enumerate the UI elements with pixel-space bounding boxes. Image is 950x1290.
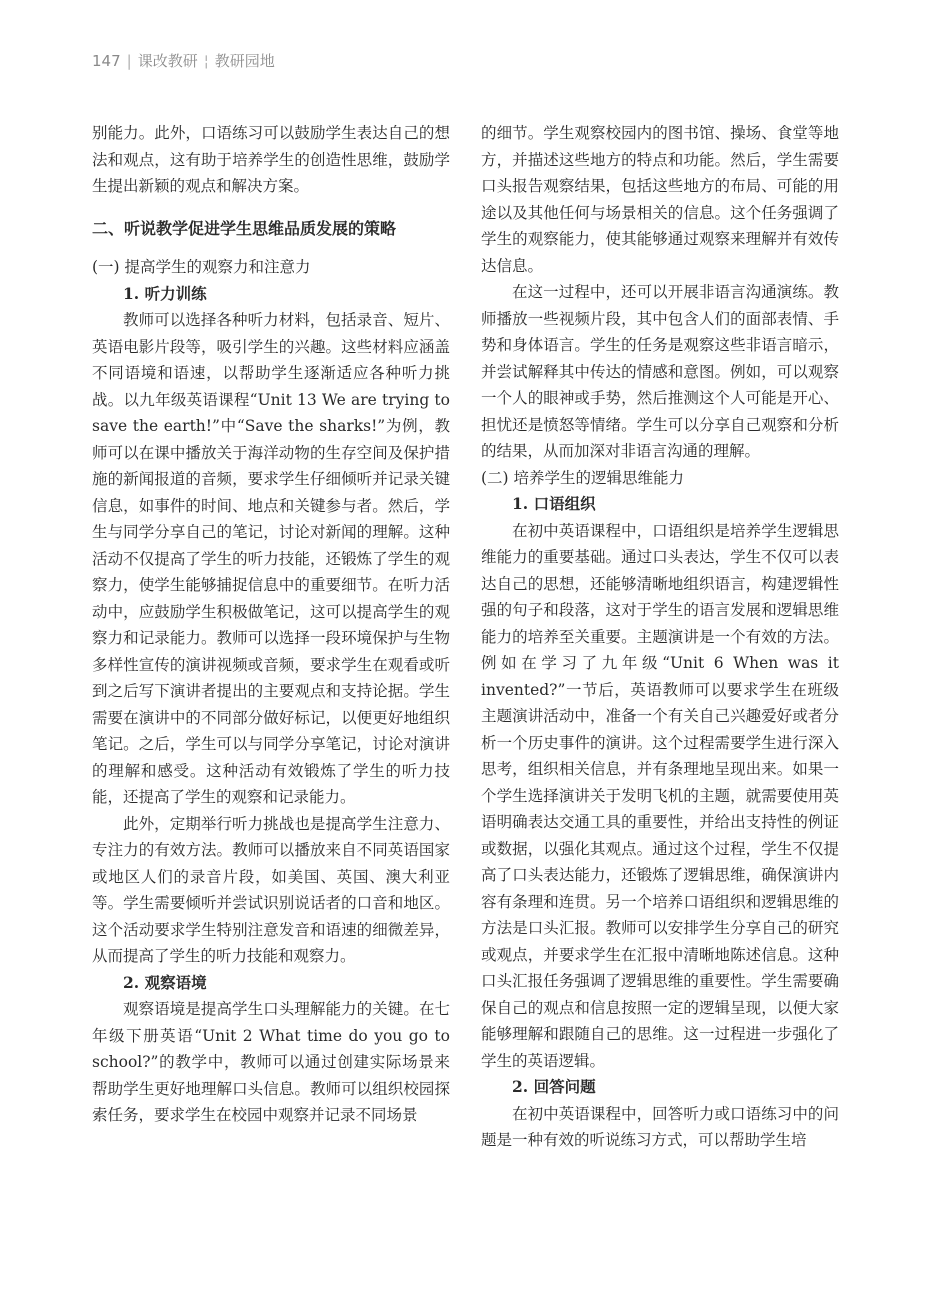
subsection-title: (一) 提高学生的观察力和注意力: [92, 258, 311, 276]
paragraph: 教师可以选择各种听力材料，包括录音、短片、英语电影片段等，吸引学生的兴趣。这些材料应涵盖不同语境和语速，以帮助学生逐渐适应各种听力挑战。以九年级英语课程“Unit 13 We are trying to save the earth!”中“Save the sharks!”为例，教师可以在课中播放关于海洋动物的生存空间及保护措施的新闻报道的音频，要求学生仔细倾听并记录关键信息，如事件的时间、地点和关键参与者。然后，学生与同学分享自己的笔记，讨论对新闻的理解。这种活动不仅提高了学生的听力技能，还锻炼了学生的观察力，使学生能够捕捉信息中的重要细节。在听力活动中，应鼓励学生积极做笔记，这可以提高学生的观察力和记录能力。教师可以选择一段环境保护与生物多样性宣传的演讲视频或音频，要求学生在观看或听到之后写下演讲者提出的主要观点和支持论据。学生需要在演讲中的不同部分做好标记，以便更好地组织笔记。之后，学生可以与同学分享笔记，讨论对演讲的理解和感受。这种活动有效锻炼了学生的听力技能，还提高了学生的观察和记录能力。: [92, 311, 450, 806]
subsection-title: (二) 培养学生的逻辑思维能力: [481, 468, 685, 487]
item-title: 1. 口语组织: [512, 494, 596, 513]
left-column: [92, 120, 450, 1129]
header-section: 课改教研: [137, 52, 198, 70]
item-title: 2. 观察语境: [123, 972, 207, 992]
page-number: 147: [92, 52, 121, 70]
paragraph: 此外，定期举行听力挑战也是提高学生注意力、专注力的有效方法。教师可以播放来自不同英语国家或地区人们的录音片段，如美国、英国、澳大利亚等。学生需要倾听并尝试识别说话者的口音和地区。这个活动要求学生特别注意发音和语速的细微差异，从而提高了学生的听力技能和观察力。: [92, 814, 450, 965]
paragraph: 在这一过程中，还可以开展非语言沟通演练。教师播放一些视频片段，其中包含人们的面部表情、手势和身体语言。学生的任务是观察这些非语言暗示，并尝试解释其中传达的情感和意图。例如，可以观察一个人的眼神或手势，然后推测这个人可能是开心、担忧还是愤怒等情绪。学生可以分享自己观察和分析的结果，从而加深对非语言沟通的理解。: [481, 283, 839, 460]
paragraph: 在初中英语课程中，口语组织是培养学生逻辑思维能力的重要基础。通过口头表达，学生不仅可以表达自己的思想，还能够清晰地组织语言，构建逻辑性强的句子和段落，这对于学生的语言发展和逻辑思维能力的培养至关重要。主题演讲是一个有效的方法。例如在学习了九年级“Unit 6 When was it invented?”一节后，英语教师可以要求学生在班级主题演讲活动中，准备一个有关自己兴趣爱好或者分析一个历史事件的演讲。这个过程需要学生进行深入思考，组织相关信息，并有条理地呈现出来。如果一个学生选择演讲关于发明飞机的主题，就需要使用英语明确表达交通工具的重要性，并给出支持性的例证或数据，以强化其观点。通过这个过程，学生不仅提高了口头表达能力，还锻炼了逻辑思维，确保演讲内容有条理和连贯。另一个培养口语组织和逻辑思维的方法是口头汇报。教师可以安排学生分享自己的研究或观点，并要求学生在汇报中清晰地陈述信息。这种口头汇报任务强调了逻辑思维的重要性。学生需要确保自己的观点和信息按照一定的逻辑呈现，以便大家能够理解和跟随自己的思维。这一过程进一步强化了学生的英语逻辑。: [481, 521, 839, 1070]
header-divider: |: [126, 52, 132, 70]
paragraph: 在初中英语课程中，回答听力或口语练习中的问题是一种有效的听说练习方式，可以帮助学生培: [481, 1104, 839, 1149]
running-header: [92, 50, 275, 71]
section-title: 二、听说教学促进学生思维品质发展的策略: [92, 218, 397, 238]
paragraph: 别能力。此外，口语练习可以鼓励学生表达自己的想法和观点，这有助于培养学生的创造性思维，鼓励学生提出新颖的观点和解决方案。: [92, 124, 450, 195]
item-title: 1. 听力训练: [123, 283, 207, 303]
header-divider: ¦: [203, 52, 209, 70]
header-subsection: 教研园地: [214, 52, 275, 70]
paragraph: 观察语境是提高学生口头理解能力的关键。在七年级下册英语“Unit 2 What time do you go to school?”的教学中，教师可以通过创建实际场景来帮助学生更好地理解口头信息。教师可以组织校园探索任务，要求学生在校园中观察并记录不同场景: [92, 1000, 450, 1124]
item-title: 2. 回答问题: [512, 1077, 596, 1096]
right-column: [481, 120, 839, 1154]
paragraph: 的细节。学生观察校园内的图书馆、操场、食堂等地方，并描述这些地方的特点和功能。然后，学生需要口头报告观察结果，包括这些地方的布局、可能的用途以及其他任何与场景相关的信息。这个任务强调了学生的观察能力，使其能够通过观察来理解并有效传达信息。: [481, 124, 839, 275]
